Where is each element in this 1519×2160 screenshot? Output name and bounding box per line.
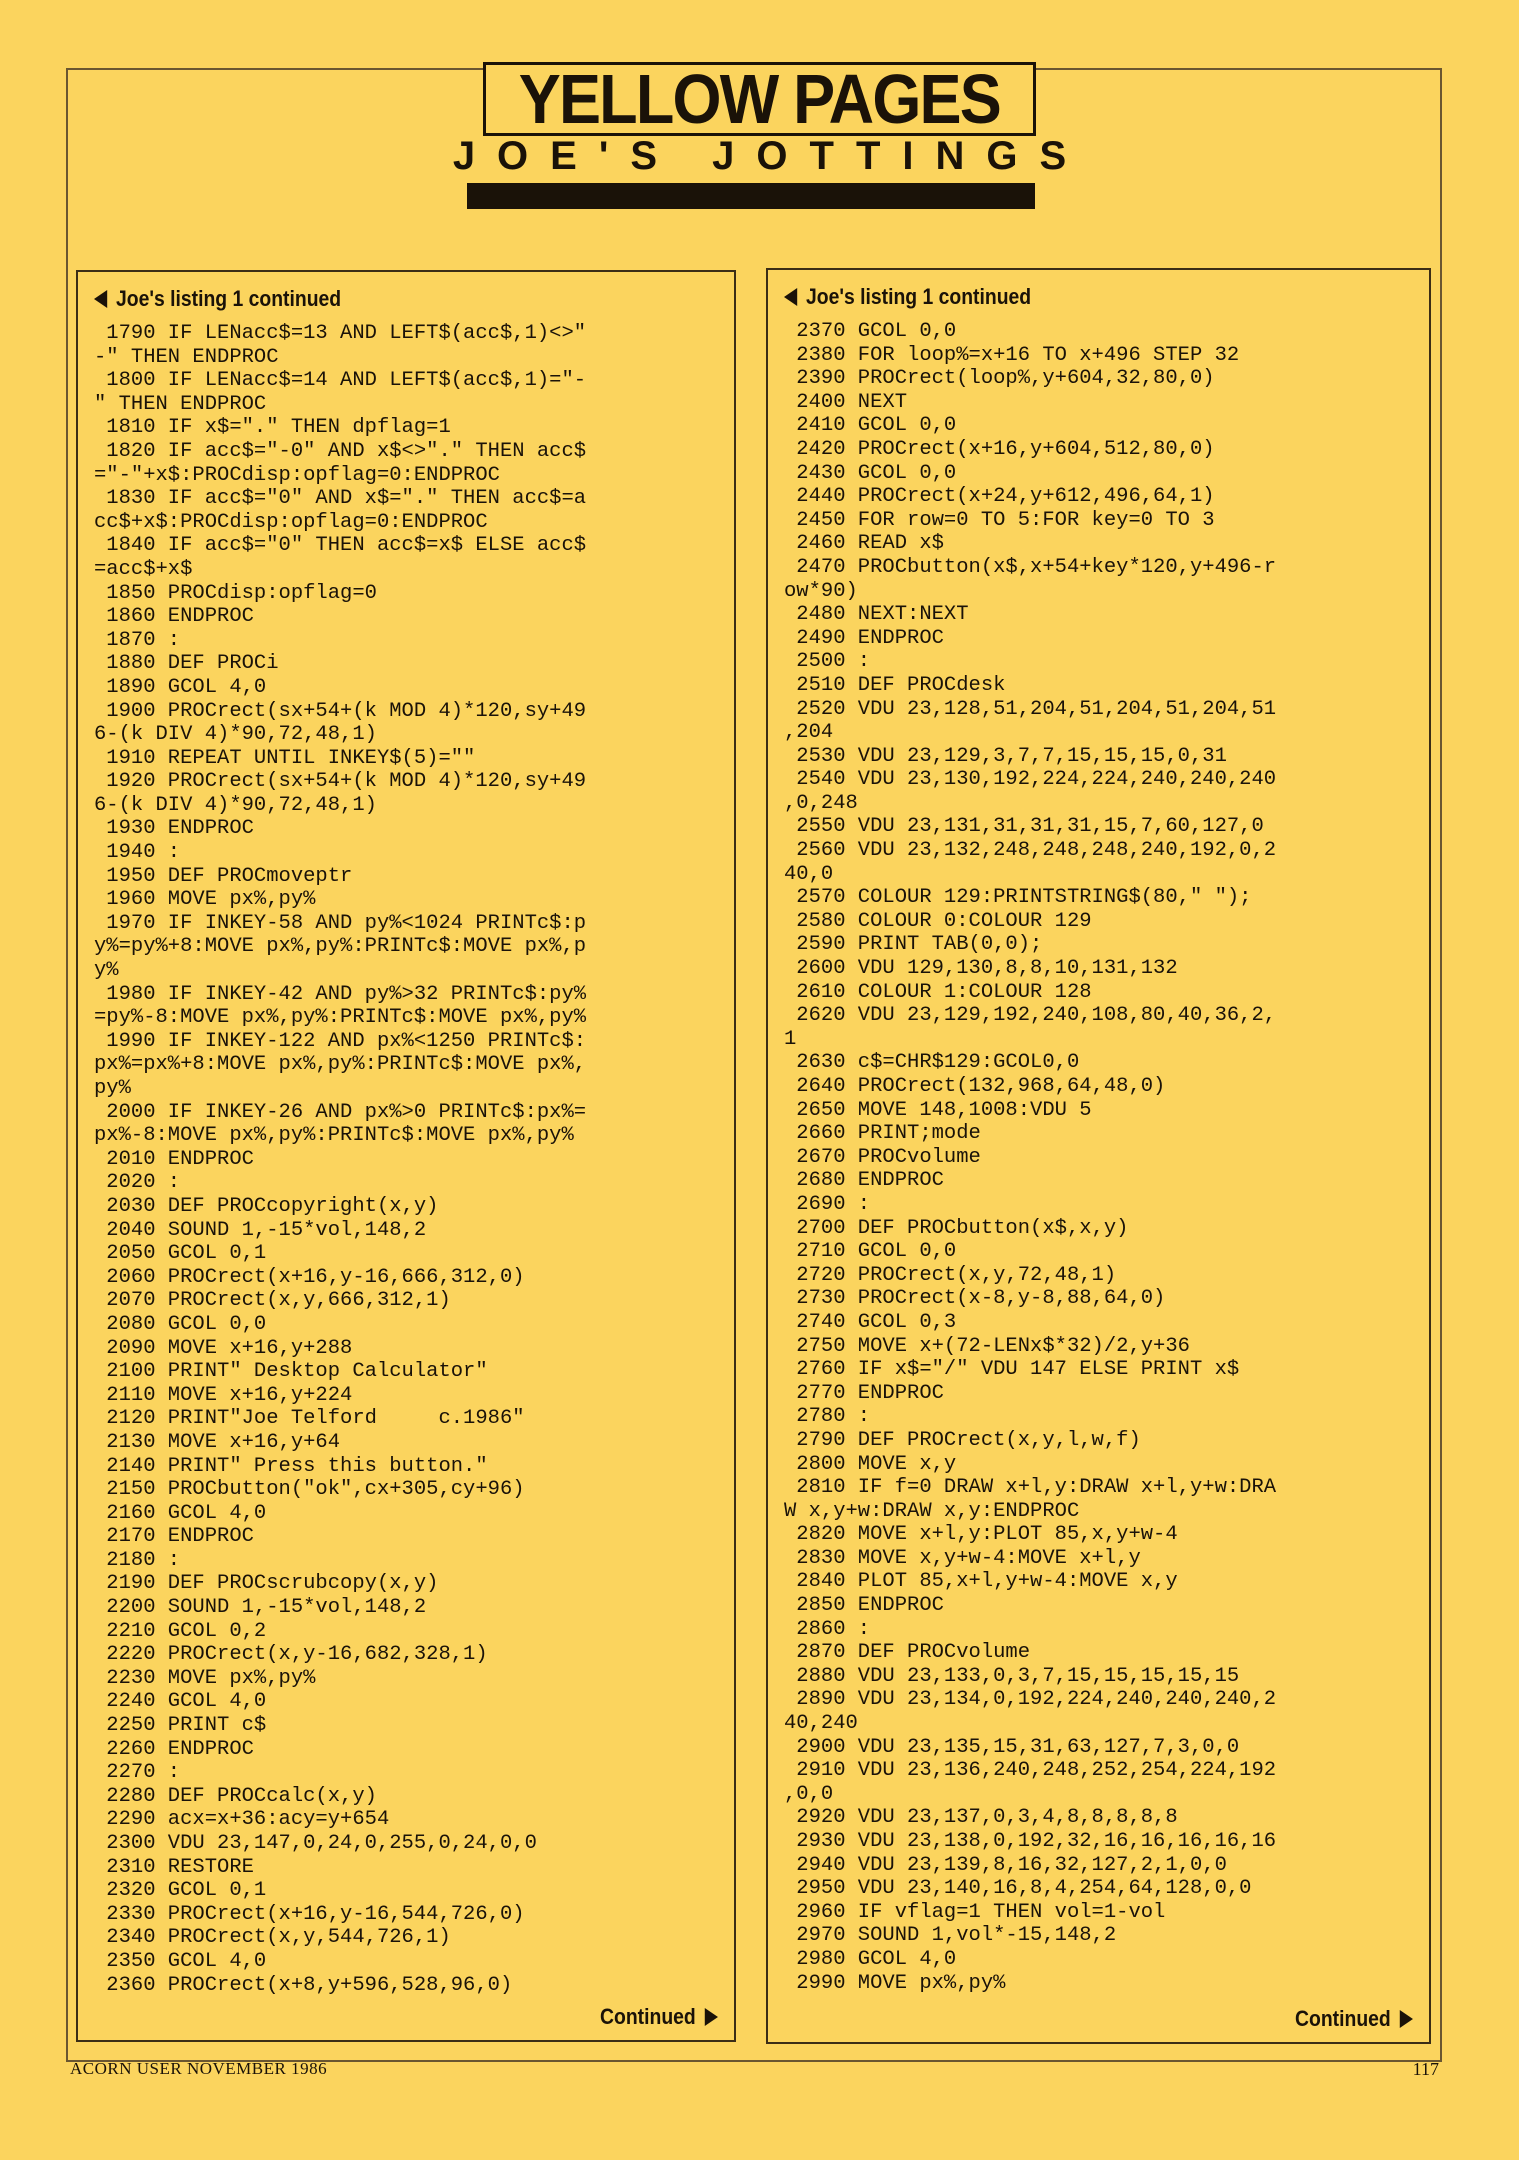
code-line: 2270 : — [94, 1761, 181, 1785]
code-line: -" THEN ENDPROC — [94, 345, 279, 369]
code-line: 1910 REPEAT UNTIL INKEY$(5)="" — [94, 746, 476, 770]
code-line: 2720 PROCrect(x,y,72,48,1) — [784, 1263, 1117, 1287]
code-line: 2670 PROCvolume — [784, 1145, 981, 1169]
code-line: 2340 PROCrect(x,y,544,726,1) — [94, 1926, 451, 1950]
code-line: 1980 IF INKEY-42 AND py%>32 PRINTc$:py% — [94, 982, 587, 1006]
code-line: y%=py%+8:MOVE px%,py%:PRINTc$:MOVE px%,p — [94, 935, 587, 959]
code-line: " THEN ENDPROC — [94, 392, 267, 416]
code-line: 2280 DEF PROCcalc(x,y) — [94, 1784, 377, 1808]
code-line: 2430 GCOL 0,0 — [784, 461, 957, 485]
code-line: 2520 VDU 23,128,51,204,51,204,51,204,51 — [784, 697, 1277, 721]
code-line: 2320 GCOL 0,1 — [94, 1879, 267, 1903]
code-line: 2460 READ x$ — [784, 532, 944, 556]
code-line: 2500 : — [784, 650, 871, 674]
right-continued — [1295, 2006, 1413, 2032]
code-line: 2680 ENDPROC — [784, 1169, 944, 1193]
code-line: py% — [94, 1077, 131, 1100]
code-line: 2210 GCOL 0,2 — [94, 1619, 267, 1643]
code-line: 1950 DEF PROCmoveptr — [94, 864, 353, 888]
code-line: 2140 PRINT" Press this button." — [94, 1454, 488, 1478]
code-line: 2330 PROCrect(x+16,y-16,544,726,0) — [94, 1902, 525, 1926]
code-line: 2630 c$=CHR$129:GCOL0,0 — [784, 1051, 1080, 1075]
code-line: 1920 PROCrect(sx+54+(k MOD 4)*120,sy+49 — [94, 770, 587, 794]
code-line: 2400 NEXT — [784, 390, 908, 414]
code-line: 1960 MOVE px%,py% — [94, 888, 316, 912]
code-line: 2650 MOVE 148,1008:VDU 5 — [784, 1098, 1092, 1122]
code-line: =acc$+x$ — [94, 557, 193, 581]
code-line: 2250 PRINT c$ — [94, 1714, 267, 1738]
code-line: 2740 GCOL 0,3 — [784, 1310, 957, 1334]
code-line: 2900 VDU 23,135,15,31,63,127,7,3,0,0 — [784, 1735, 1240, 1759]
triangle-left-icon — [784, 288, 797, 306]
code-line: 1900 PROCrect(sx+54+(k MOD 4)*120,sy+49 — [94, 699, 587, 723]
code-line: px%-8:MOVE px%,py%:PRINTc$:MOVE px%,py% — [94, 1124, 574, 1148]
code-line: 6-(k DIV 4)*90,72,48,1) — [94, 793, 377, 817]
right-code-listing — [784, 320, 1419, 1995]
code-line: 1870 : — [94, 628, 181, 652]
code-line: 2960 IF vflag=1 THEN vol=1-vol — [784, 1900, 1166, 1924]
code-line: ,204 — [784, 721, 834, 745]
code-line: 1830 IF acc$="0" AND x$="." THEN acc$=a — [94, 487, 587, 511]
code-line: 2970 SOUND 1,vol*-15,148,2 — [784, 1924, 1117, 1948]
footer-publication: ACORN USER NOVEMBER 1986 — [70, 2059, 328, 2078]
code-line: W x,y+w:DRAW x,y:ENDPROC — [784, 1499, 1080, 1523]
code-line: 2510 DEF PROCdesk — [784, 673, 1006, 697]
left-heading-text: Joe's listing 1 continued — [116, 286, 342, 311]
code-line: 2850 ENDPROC — [784, 1594, 944, 1618]
code-line: 1970 IF INKEY-58 AND py%<1024 PRINTc$:p — [94, 911, 587, 935]
code-line: 2240 GCOL 4,0 — [94, 1690, 267, 1714]
code-line: 1880 DEF PROCi — [94, 652, 279, 676]
code-line: 2590 PRINT TAB(0,0); — [784, 933, 1043, 957]
code-line: 2040 SOUND 1,-15*vol,148,2 — [94, 1218, 427, 1242]
code-line: ,0,0 — [784, 1782, 834, 1806]
code-line: 2440 PROCrect(x+24,y+612,496,64,1) — [784, 485, 1215, 509]
right-listing-panel — [766, 268, 1431, 2044]
code-line: 2940 VDU 23,139,8,16,32,127,2,1,0,0 — [784, 1853, 1227, 1877]
code-line: 2620 VDU 23,129,192,240,108,80,40,36,2, — [784, 1004, 1277, 1028]
code-line: 2490 ENDPROC — [784, 626, 944, 650]
code-line: 2860 : — [784, 1617, 871, 1641]
code-line: 2170 ENDPROC — [94, 1525, 254, 1549]
code-line: 2530 VDU 23,129,3,7,7,15,15,15,0,31 — [784, 744, 1227, 768]
code-line: px%=px%+8:MOVE px%,py%:PRINTc$:MOVE px%, — [94, 1053, 587, 1077]
code-line: 2410 GCOL 0,0 — [784, 414, 957, 438]
code-line: 2980 GCOL 4,0 — [784, 1947, 957, 1971]
code-line: 2710 GCOL 0,0 — [784, 1240, 957, 1264]
code-line: cc$+x$:PROCdisp:opflag=0:ENDPROC — [94, 510, 488, 534]
code-line: 6-(k DIV 4)*90,72,48,1) — [94, 723, 377, 747]
code-line: 2160 GCOL 4,0 — [94, 1501, 267, 1525]
code-line: 2020 : — [94, 1171, 181, 1195]
code-line: 2950 VDU 23,140,16,8,4,254,64,128,0,0 — [784, 1877, 1252, 1901]
code-line: 2790 DEF PROCrect(x,y,l,w,f) — [784, 1428, 1141, 1452]
code-line: 2000 IF INKEY-26 AND px%>0 PRINTc$:px%= — [94, 1100, 587, 1124]
code-line: 2830 MOVE x,y+w-4:MOVE x+l,y — [784, 1546, 1141, 1570]
code-line: 2220 PROCrect(x,y-16,682,328,1) — [94, 1643, 488, 1667]
code-line: 2540 VDU 23,130,192,224,224,240,240,240 — [784, 768, 1277, 792]
code-line: 2370 GCOL 0,0 — [784, 320, 957, 343]
code-line: 2580 COLOUR 0:COLOUR 129 — [784, 909, 1092, 933]
code-line: =py%-8:MOVE px%,py%:PRINTc$:MOVE px%,py% — [94, 1006, 587, 1030]
code-line: 2310 RESTORE — [94, 1855, 254, 1879]
code-line: 2810 IF f=0 DRAW x+l,y:DRAW x+l,y+w:DRA — [784, 1476, 1277, 1500]
section-bar — [467, 183, 1035, 209]
code-line: 2350 GCOL 4,0 — [94, 1949, 267, 1973]
code-line: 2480 NEXT:NEXT — [784, 603, 969, 627]
code-line: 2660 PRINT;mode — [784, 1122, 981, 1146]
triangle-right-icon — [1400, 2010, 1413, 2028]
code-line: 2050 GCOL 0,1 — [94, 1242, 267, 1266]
code-line: 2190 DEF PROCscrubcopy(x,y) — [94, 1572, 439, 1596]
code-line: 2560 VDU 23,132,248,248,248,240,192,0,2 — [784, 839, 1277, 863]
code-line: 40,240 — [784, 1712, 858, 1736]
code-line: 2080 GCOL 0,0 — [94, 1312, 267, 1336]
section-title: JOE'S JOTTINGS — [452, 134, 1089, 178]
code-line: 2840 PLOT 85,x+l,y+w-4:MOVE x,y — [784, 1570, 1178, 1594]
code-line: 2800 MOVE x,y — [784, 1452, 957, 1476]
right-panel-heading — [784, 284, 1031, 310]
code-line: 2130 MOVE x+16,y+64 — [94, 1430, 341, 1454]
code-line: 2010 ENDPROC — [94, 1147, 254, 1171]
code-line: 1820 IF acc$="-0" AND x$<>"." THEN acc$ — [94, 439, 587, 463]
code-line: 1790 IF LENacc$=13 AND LEFT$(acc$,1)<>" — [94, 322, 587, 345]
left-continued — [600, 2004, 718, 2030]
code-line: 2110 MOVE x+16,y+224 — [94, 1383, 353, 1407]
left-panel-heading — [94, 286, 341, 312]
code-line: 1930 ENDPROC — [94, 817, 254, 841]
code-line: 2890 VDU 23,134,0,192,224,240,240,240,2 — [784, 1688, 1277, 1712]
code-line: 2470 PROCbutton(x$,x+54+key*120,y+496-r — [784, 555, 1277, 579]
code-line: 2230 MOVE px%,py% — [94, 1666, 316, 1690]
code-line: 2550 VDU 23,131,31,31,31,15,7,60,127,0 — [784, 815, 1264, 839]
right-continued-text: Continued — [1295, 2006, 1391, 2031]
code-line: 1890 GCOL 4,0 — [94, 675, 267, 699]
code-line: 2120 PRINT"Joe Telford c.1986" — [94, 1407, 525, 1431]
masthead — [0, 62, 1519, 136]
code-line: 2880 VDU 23,133,0,3,7,15,15,15,15,15 — [784, 1664, 1240, 1688]
footer-page-number: 117 — [1412, 2059, 1439, 2079]
left-continued-text: Continued — [600, 2004, 696, 2029]
code-line: 1940 : — [94, 841, 181, 865]
code-line: 2780 : — [784, 1405, 871, 1429]
code-line: 2870 DEF PROCvolume — [784, 1641, 1031, 1665]
code-line: 40,0 — [784, 862, 834, 886]
left-code-listing — [94, 322, 724, 1997]
triangle-left-icon — [94, 290, 107, 308]
code-line: 2820 MOVE x+l,y:PLOT 85,x,y+w-4 — [784, 1523, 1178, 1547]
code-line: 2640 PROCrect(132,968,64,48,0) — [784, 1075, 1166, 1098]
code-line: 2910 VDU 23,136,240,248,252,254,224,192 — [784, 1759, 1277, 1783]
code-line: 1800 IF LENacc$=14 AND LEFT$(acc$,1)="- — [94, 369, 587, 393]
code-line: 2920 VDU 23,137,0,3,4,8,8,8,8,8 — [784, 1806, 1178, 1830]
code-line: 2930 VDU 23,138,0,192,32,16,16,16,16,16 — [784, 1830, 1277, 1853]
code-line: 2200 SOUND 1,-15*vol,148,2 — [94, 1596, 427, 1620]
code-line: 2290 acx=x+36:acy=y+654 — [94, 1808, 390, 1832]
code-line: 1860 ENDPROC — [94, 605, 254, 629]
code-line: 1840 IF acc$="0" THEN acc$=x$ ELSE acc$ — [94, 534, 587, 558]
code-line: 2260 ENDPROC — [94, 1737, 254, 1761]
code-line: 2750 MOVE x+(72-LENx$*32)/2,y+36 — [784, 1334, 1190, 1358]
code-line: 1990 IF INKEY-122 AND px%<1250 PRINTc$: — [94, 1029, 587, 1053]
code-line: 2390 PROCrect(loop%,y+604,32,80,0) — [784, 367, 1215, 391]
code-line: 2180 : — [94, 1548, 181, 1572]
code-line: 2730 PROCrect(x-8,y-8,88,64,0) — [784, 1287, 1166, 1311]
code-line: 2690 : — [784, 1192, 871, 1216]
code-line: ow*90) — [784, 579, 858, 603]
code-line: 2060 PROCrect(x+16,y-16,666,312,0) — [94, 1265, 525, 1289]
code-line: 2360 PROCrect(x+8,y+596,528,96,0) — [94, 1973, 513, 1997]
code-line: 2070 PROCrect(x,y,666,312,1) — [94, 1289, 451, 1313]
triangle-right-icon — [705, 2008, 718, 2026]
code-line: 2700 DEF PROCbutton(x$,x,y) — [784, 1216, 1129, 1240]
code-line: 2990 MOVE px%,py% — [784, 1971, 1006, 1995]
masthead-box — [483, 62, 1036, 136]
code-line: y% — [94, 959, 119, 983]
code-line: 2450 FOR row=0 TO 5:FOR key=0 TO 3 — [784, 508, 1215, 532]
code-line: 2770 ENDPROC — [784, 1381, 944, 1405]
code-line: 2030 DEF PROCcopyright(x,y) — [94, 1194, 439, 1218]
code-line: 2610 COLOUR 1:COLOUR 128 — [784, 980, 1092, 1004]
code-line: 2300 VDU 23,147,0,24,0,255,0,24,0,0 — [94, 1832, 537, 1855]
code-line: 2760 IF x$="/" VDU 147 ELSE PRINT x$ — [784, 1358, 1240, 1382]
code-line: 2420 PROCrect(x+16,y+604,512,80,0) — [784, 437, 1215, 461]
code-line: 2600 VDU 129,130,8,8,10,131,132 — [784, 957, 1178, 981]
code-line: 1850 PROCdisp:opflag=0 — [94, 581, 377, 605]
code-line: 1810 IF x$="." THEN dpflag=1 — [94, 416, 451, 440]
code-line: 2090 MOVE x+16,y+288 — [94, 1336, 353, 1360]
code-line: 2100 PRINT" Desktop Calculator" — [94, 1360, 488, 1384]
code-line: ,0,248 — [784, 791, 858, 815]
masthead-title: YELLOW PAGES — [518, 60, 1001, 138]
left-listing-panel — [76, 270, 736, 2042]
code-line: ="-"+x$:PROCdisp:opflag=0:ENDPROC — [94, 463, 500, 487]
right-heading-text: Joe's listing 1 continued — [806, 284, 1032, 309]
code-line: 2570 COLOUR 129:PRINTSTRING$(80," "); — [784, 886, 1252, 910]
code-line: 1 — [784, 1027, 797, 1051]
code-line: 2380 FOR loop%=x+16 TO x+496 STEP 32 — [784, 343, 1240, 367]
code-line: 2150 PROCbutton("ok",cx+305,cy+96) — [94, 1478, 525, 1502]
